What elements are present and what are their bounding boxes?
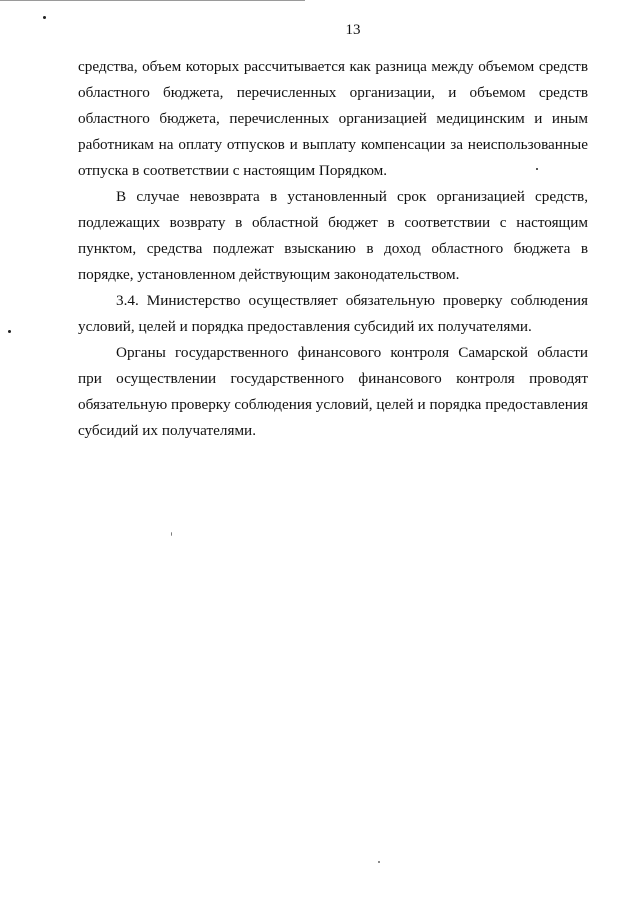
scan-speck — [8, 330, 11, 333]
scan-speck — [43, 16, 46, 19]
scan-speck — [378, 861, 380, 863]
paragraph: В случае невозврата в установленный срок организацией средств, подлежащих возврату в областной бюджет в соответствии с настоящим пунктом, средства подлежат взысканию в доход областного бюджета в порядке, установленном действующим законодательством. — [78, 188, 588, 283]
scan-speck — [171, 532, 172, 536]
paragraph: Органы государственного финансового контроля Самарской области при осуществлении государственного финансового контроля проводят обязательную проверку соблюдения условий, целей и порядка предоставления субсидий их получателями. — [78, 344, 588, 439]
body-text — [78, 54, 588, 444]
paragraph: средства, объем которых рассчитывается как разница между объемом средств областного бюджета, перечисленных организации, и объемом средств областного бюджета, перечисленных организацией медицинским и иным работникам на оплату отпусков и выплату компенсации за неиспользованные отпуска в соответствии с настоящим Порядком. — [78, 58, 588, 179]
scan-speck — [536, 168, 538, 170]
top-rule — [0, 0, 305, 1]
paragraph: 3.4. Министерство осуществляет обязательную проверку соблюдения условий, целей и порядка предоставления субсидий их получателями. — [78, 292, 588, 335]
page-number: 13 — [345, 22, 361, 38]
